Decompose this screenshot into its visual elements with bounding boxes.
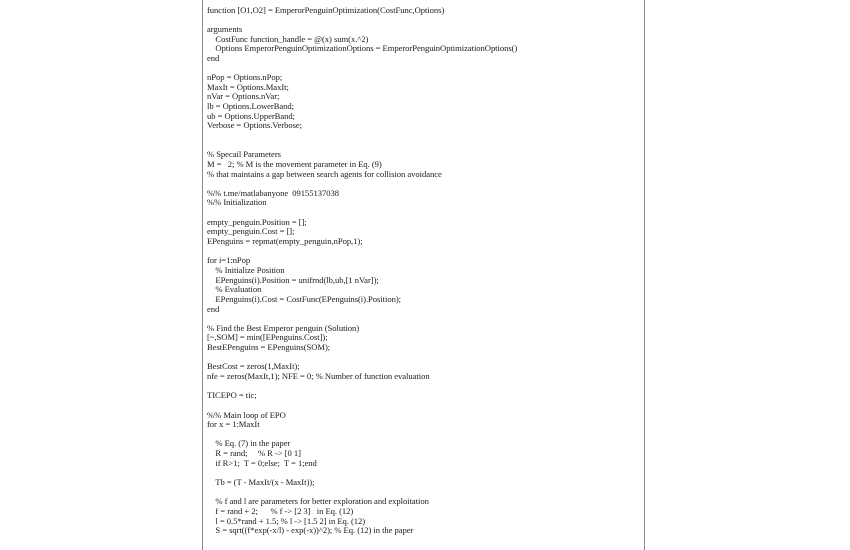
code-line: empty_penguin.Cost = [];	[207, 226, 295, 237]
code-line: function [O1,O2] = EmperorPenguinOptimization(CostFunc,Options)	[207, 4, 445, 15]
code-line: for x = 1:MaxIt	[207, 419, 260, 430]
code-line: % Eq. (7) in the paper	[207, 438, 291, 449]
code-line: if R>1; T = 0;else; T = 1;end	[207, 457, 317, 468]
code-line: % f and l are parameters for better exploration and exploitation	[207, 496, 429, 507]
code-line: TICEPO = tic;	[207, 390, 257, 401]
code-line: %% Initialization	[207, 197, 267, 208]
code-line: lb = Options.LowerBand;	[207, 101, 294, 112]
code-line: nfe = zeros(MaxIt,1); NFE = 0; % Number of function evaluation	[207, 370, 430, 381]
code-line: %% t.me/matlabanyone 09155137038	[207, 187, 340, 198]
code-line: [~,SOM] = min([EPenguins.Cost]);	[207, 332, 328, 343]
code-line: f = rand + 2; % f -> [2 3] in Eq. (12)	[207, 505, 354, 516]
code-line: EPenguins(i).Position = unifrnd(lb,ub,[1 nVar]);	[207, 274, 379, 285]
code-lines	[207, 0, 517, 536]
code-line: CostFunc function_handle = @(x) sum(x.^2)	[207, 33, 369, 44]
code-line: Options EmperorPenguinOptimizationOptions = EmperorPenguinOptimizationOptions()	[207, 43, 518, 54]
code-line: EPenguins(i).Cost = CostFunc(EPenguins(i).Position);	[207, 293, 401, 304]
code-line: M = 2; % M is the movement parameter in Eq. (9)	[207, 158, 382, 169]
code-line: % Evaluation	[207, 284, 262, 295]
code-line: EPenguins = repmat(empty_penguin,nPop,1);	[207, 236, 363, 247]
code-line: MaxIt = Options.MaxIt;	[207, 81, 289, 92]
code-line: arguments	[207, 23, 243, 34]
code-line	[207, 131, 517, 141]
code-line: l = 0.5*rand + 1.5; % l -> [1.5 2] in Eq. (12)	[207, 515, 366, 526]
code-line: %% Main loop of EPO	[207, 409, 286, 420]
code-editor-panel[interactable]	[202, 0, 645, 550]
code-line: % that maintains a gap between search agents for collision avoidance	[207, 168, 442, 179]
code-line: ub = Options.UpperBand;	[207, 110, 295, 121]
code-line: % Find the Best Emperor penguin (Solution)	[207, 322, 360, 333]
code-line: S = sqrt((f*exp(-x/l) - exp(-x))^2); % Eq. (12) in the paper	[207, 525, 414, 536]
code-line: % Specail Parameters	[207, 149, 281, 160]
code-line: Verbose = Options.Verbose;	[207, 120, 302, 131]
code-line: nPop = Options.nPop;	[207, 72, 283, 83]
code-line	[207, 15, 517, 25]
code-line: BestEPenguins = EPenguins(SOM);	[207, 342, 331, 353]
code-line	[207, 247, 517, 257]
code-line: R = rand; % R -> [0 1]	[207, 448, 301, 459]
code-line: % Initialize Position	[207, 264, 285, 275]
code-line: BestCost = zeros(1,MaxIt);	[207, 361, 300, 372]
code-line: end	[207, 52, 220, 63]
code-line: empty_penguin.Position = [];	[207, 216, 307, 227]
code-line: for i=1:nPop	[207, 255, 251, 266]
code-line: end	[207, 303, 220, 314]
code-line: nVar = Options.nVar;	[207, 91, 280, 102]
code-line: Tb = (T - MaxIt/(x - MaxIt));	[207, 477, 315, 488]
